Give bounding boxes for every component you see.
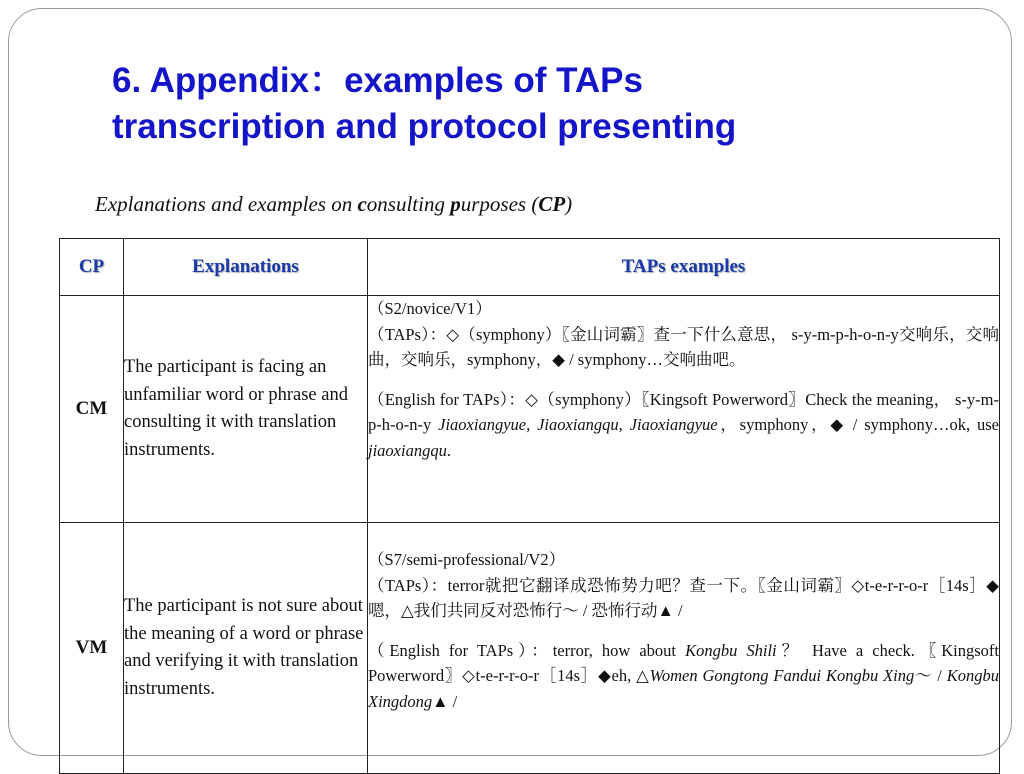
cp-table: [59, 238, 1000, 774]
english-part: ～ /: [914, 666, 947, 685]
title-line-2: transcription and protocol presenting: [112, 107, 737, 146]
english-part: （English for TAPs）：terror, how about: [368, 640, 686, 660]
english-part: .: [446, 440, 451, 460]
title-line-1: 6. Appendix：examples of TAPs: [112, 61, 643, 100]
header-explanations: Explanations: [124, 239, 368, 296]
caption-part: ): [565, 192, 573, 216]
explanation-cell: The participant is not sure about the meaning of a word or phrase and verifying it with translation instruments.: [124, 523, 368, 774]
table-header-row: [60, 239, 1000, 296]
english-part: （English for TAPs）：◇（symphony）〖Kingsoft Powerword〗Check the meaning， s-y-m-p-h-o-n-y: [368, 389, 999, 434]
english-pinyin: jiaoxiangqu: [368, 440, 447, 460]
cp-code: VM: [60, 523, 124, 774]
english-pinyin: Women Gongtong Fandui Kongbu Xing: [649, 666, 915, 685]
english-part: ▲ /: [432, 691, 458, 711]
example-taps-original: （TAPs）：◇（symphony）〖金山词霸〗查一下什么意思， s-y-m-p-h-o-n-y交响乐，交响曲，交响乐，symphony，◆ / symphony…交响曲吧。: [368, 324, 999, 369]
example-source: （S7/semi-professional/V2）: [368, 550, 566, 569]
taps-example-cell: [368, 296, 1000, 523]
example-taps-english: [368, 387, 999, 464]
table-caption: [95, 192, 572, 217]
english-part: ，symphony，◆ / symphony…ok, use: [717, 415, 999, 434]
english-pinyin: Kongbu Xingdong: [368, 666, 999, 711]
english-part: ？ Have a check.〖Kingsoft Powerword〗◇t-e-r-r-o-r［14s］◆eh, △: [368, 640, 1000, 685]
english-pinyin: Kongbu Shili: [685, 640, 777, 660]
cp-code: CM: [60, 296, 124, 523]
caption-bold: c: [357, 192, 367, 216]
taps-example-cell: [368, 523, 1000, 774]
caption-part: urposes (: [460, 192, 539, 216]
example-source: （S2/novice/V1）: [368, 299, 492, 318]
header-cp: CP: [60, 239, 124, 296]
header-taps-examples: TAPs examples: [368, 239, 1000, 296]
example-taps-english: [368, 638, 999, 715]
table-row: [60, 296, 1000, 523]
english-pinyin: Jiaoxiangyue, Jiaoxiangqu, Jiaoxiangyue: [438, 415, 718, 434]
example-taps-original: （TAPs）：terror就把它翻译成恐怖势力吧？查一下。〖金山词霸〗◇t-e-r-r-o-r［14s］◆嗯，△我们共同反对恐怖行～ / 恐怖行动▲ /: [368, 575, 999, 620]
table-row: [60, 523, 1000, 774]
caption-bold: CP: [538, 192, 566, 216]
caption-part: onsulting: [366, 192, 451, 216]
explanation-cell: The participant is facing an unfamiliar word or phrase and consulting it with translation instruments.: [124, 296, 368, 523]
caption-part: Explanations and examples on: [95, 192, 358, 216]
caption-bold: p: [450, 192, 461, 216]
slide-title: [112, 58, 932, 150]
